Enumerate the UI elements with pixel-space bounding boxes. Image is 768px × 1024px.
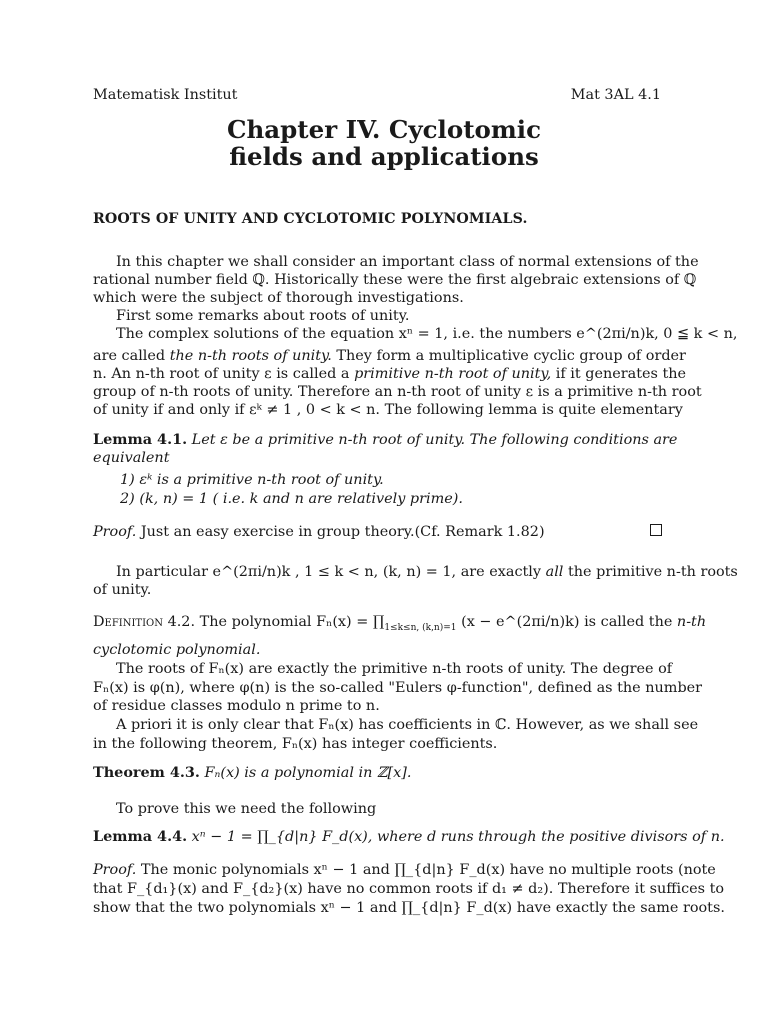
proof-4-4-line-1: Proof. The monic polynomials xⁿ − 1 and ∏_{d|n} F_d(x) have no multiple roots (note	[93, 862, 716, 878]
intro-line-2: rational number field ℚ. Historically these were the first algebraic extensions of ℚ	[93, 272, 697, 288]
intro-line-1: In this chapter we shall consider an important class of normal extensions of the	[116, 254, 699, 270]
intro-line-6: are called the n-th roots of unity. They form a multiplicative cyclic group of order	[93, 348, 686, 364]
lemma-4-4: Lemma 4.4. xⁿ − 1 = ∏_{d|n} F_d(x), where d runs through the positive divisors of n.	[93, 828, 725, 845]
definition-4-2-line-1: Definition 4.2. The polynomial $F_n(x) = \prod_{1\le k\le n, (k,n)=1}$ (x − e^(2πi/n)k) is called the n-th	[93, 614, 707, 633]
roots-line-4: A priori it is only clear that Fₙ(x) has coefficients in ℂ. However, as we shall see	[116, 717, 699, 733]
roots-line-3: of residue classes modulo n prime to n.	[93, 698, 380, 714]
to-prove-line: To prove this we need the following	[116, 801, 377, 817]
proof-4-1: Proof. Just an easy exercise in group theory.(Cf. Remark 1.82)	[93, 524, 545, 540]
chapter-title-line-2: fields and applications	[229, 142, 539, 171]
proof-4-4-line-3: show that the two polynomials xⁿ − 1 and ∏_{d|n} F_d(x) have exactly the same roots.	[93, 900, 725, 916]
proof-4-4-line-2: that F_{d₁}(x) and F_{d₂}(x) have no common roots if d₁ ≠ d₂). Therefore it suffices to	[93, 881, 725, 897]
intro-line-5: The complex solutions of the equation xⁿ = 1, i.e. the numbers e^(2πi/n)k, 0 ≦ k < n,	[116, 326, 738, 342]
header-institute: Matematisk Institut	[93, 87, 238, 103]
qed-symbol	[650, 524, 662, 536]
section-heading: ROOTS OF UNITY AND CYCLOTOMIC POLYNOMIALS.	[93, 211, 528, 227]
intro-line-8: group of n-th roots of unity. Therefore an n-th root of unity ε is a primitive n-th root	[93, 384, 702, 400]
intro-line-3: which were the subject of thorough investigations.	[93, 290, 464, 306]
lemma-4-1-line-2: equivalent	[93, 450, 170, 466]
definition-4-2-line-2: cyclotomic polynomial.	[93, 642, 261, 658]
intro-line-4: First some remarks about roots of unity.	[116, 308, 410, 324]
particular-line-2: of unity.	[93, 582, 152, 598]
intro-line-7: n. An n-th root of unity ε is called a primitive n-th root of unity, if it generates the	[93, 366, 687, 382]
header-course-code: Mat 3AL 4.1	[570, 87, 661, 103]
roots-line-2: Fₙ(x) is φ(n), where φ(n) is the so-called "Eulers φ-function", defined as the number	[93, 680, 703, 696]
lemma-4-1-line-1: Lemma 4.1. Let ε be a primitive n-th root of unity. The following conditions are	[93, 431, 678, 448]
particular-line-1: In particular e^(2πi/n)k , 1 ≤ k < n, (k, n) = 1, are exactly all the primitive n-th roots	[116, 564, 738, 580]
roots-line-1: The roots of Fₙ(x) are exactly the primitive n-th roots of unity. The degree of	[116, 661, 673, 677]
chapter-title-line-1: Chapter IV. Cyclotomic	[226, 115, 541, 144]
roots-line-5: in the following theorem, Fₙ(x) has integer coefficients.	[93, 736, 498, 752]
lemma-4-1-item-1: 1) εᵏ is a primitive n-th root of unity.	[120, 472, 384, 488]
theorem-4-3: Theorem 4.3. Fₙ(x) is a polynomial in ℤ[x].	[93, 764, 412, 781]
lemma-4-1-item-2: 2) (k, n) = 1 ( i.e. k and n are relatively prime).	[120, 491, 463, 507]
intro-line-9: of unity if and only if εᵏ ≠ 1 , 0 < k < n. The following lemma is quite elementary	[93, 402, 683, 418]
